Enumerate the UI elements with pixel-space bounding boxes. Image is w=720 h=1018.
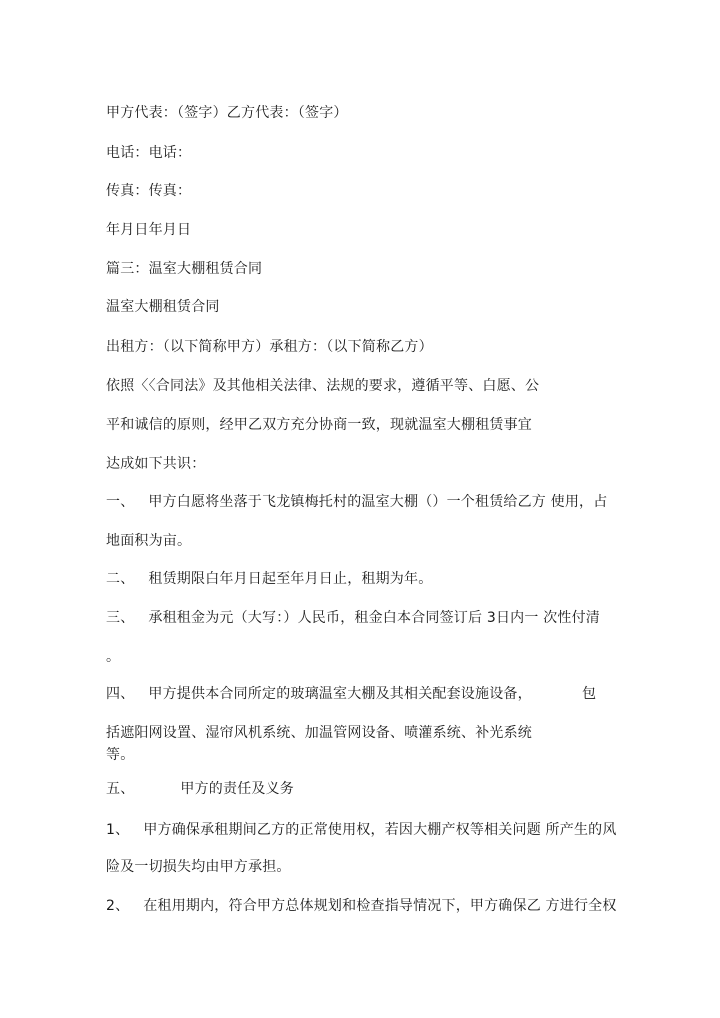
clause-text: 甲方提供本合同所定的玻璃温室大棚及其相关配套设施设备， [148, 686, 532, 702]
clause-continuation: 地面积为亩。 [106, 533, 192, 549]
clause-text: 甲方白愿将坐落于飞龙镇梅托村的温室大棚（）一个租赁给乙方 使用，占 [148, 494, 608, 510]
subclause-text: 在租用期内，符合甲方总体规划和检查指导情况下，甲方确保乙 方进行全权 [143, 898, 617, 914]
fax-line: 传真：传真： [106, 183, 192, 199]
subclause-number: 2、 [106, 898, 130, 914]
clause-continuation: 。 [106, 649, 121, 665]
parties-line: 出租方：（以下简称甲方）承租方：（以下简称乙方） [106, 339, 433, 355]
clause-continuation: 包 [582, 686, 596, 702]
date-line: 年月日年月日 [106, 222, 192, 238]
subclause-text: 甲方确保承租期间乙方的正常使用权，若因大棚产权等相关问题 所产生的风 [143, 822, 617, 838]
clause-continuation: 括遮阳网设置、湿帘风机系统、加温管网设备、喷灌系统、补光系统 [106, 725, 532, 741]
subclause-number: 1、 [106, 822, 130, 838]
clause-number: 四、 [106, 686, 135, 702]
subclause-1 [106, 820, 617, 840]
clause-3 [106, 608, 600, 628]
paragraph-line: 依照〈〈合同法》及其他相关法律、法规的要求，遵循平等、白愿、公 [106, 378, 540, 394]
clause-number: 五、 [106, 781, 135, 797]
clause-number: 二、 [106, 571, 135, 587]
phone-line: 电话：电话： [106, 145, 192, 161]
clause-text: 承租租金为元（大写：）人民币，租金白本合同签订后 3日内一 次性付清 [148, 610, 601, 626]
paragraph-line: 达成如下共识： [106, 456, 206, 472]
paragraph-line: 平和诚信的原则，经甲乙双方充分协商一致，现就温室大棚租赁事宜 [106, 417, 532, 433]
signature-line: 甲方代表：（签字）乙方代表：（签字） [106, 105, 348, 121]
clause-1 [106, 492, 607, 512]
clause-number: 一、 [106, 494, 135, 510]
clause-5 [106, 779, 294, 799]
clause-heading: 甲方的责任及义务 [180, 781, 295, 797]
clause-number: 三、 [106, 610, 135, 626]
clause-continuation: 等。 [106, 747, 135, 763]
subclause-continuation: 险及一切损失均由甲方承担。 [106, 859, 291, 875]
clause-text: 租赁期限白年月日起至年月日止，租期为年。 [148, 571, 433, 587]
clause-4 [106, 684, 532, 704]
clause-2 [106, 569, 432, 589]
section-heading: 篇三：温室大棚租赁合同 [106, 261, 263, 277]
subclause-2 [106, 896, 617, 916]
contract-title: 温室大棚租赁合同 [106, 299, 220, 315]
